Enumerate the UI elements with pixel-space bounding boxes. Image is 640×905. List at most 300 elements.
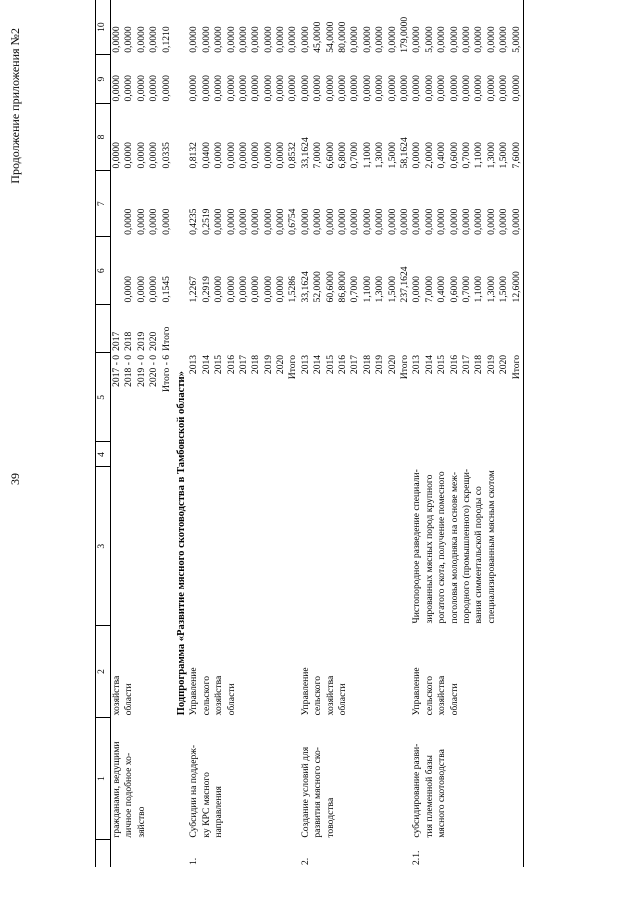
table-row [300,0,412,867]
indicator-description-line: рогатого скота, получение помесного [436,471,448,624]
executor-line: хозяйства [436,675,448,716]
funding-value-line: 0,0000 [374,75,386,102]
funding-value [111,103,173,170]
funding-value-line: 0,0000 [473,75,485,102]
funding-value-line: 0,0000 [262,208,274,235]
year-line: 2013 [188,354,200,375]
funding-value-line: 12,6000 [510,271,522,303]
indicator-description [300,467,412,625]
executor-line: области [448,683,460,716]
funding-value-line: 0,7000 [460,276,472,303]
row-number: 1. [188,857,200,865]
funding-value-line: 0,0400 [200,142,212,169]
empty-cell [111,467,173,625]
measure-name-line: направления [213,786,225,838]
year-line: 2018 [123,331,135,351]
funding-value-line: 0,0000 [361,208,373,235]
executor-line: Управление [411,667,423,716]
funding-value-line: 0,0000 [123,142,135,169]
indicator-value-line: 2020 - 0 [148,354,160,387]
funding-value-line: 0,0000 [299,208,311,235]
year-line: 2014 [312,354,324,375]
empty-line [111,172,123,234]
measure-name-line: Создание условий для [299,746,311,838]
column-number: 7 [96,170,111,236]
funding-value-line: 179,0000 [399,16,410,53]
year-line: 2020 [386,354,398,375]
executor [188,625,300,717]
funding-value [188,55,300,104]
funding-value-line: 237,1624 [399,266,410,303]
measure-name [300,717,412,839]
funding-value-line: 7,0000 [312,142,324,169]
page-number: 39 [8,473,22,485]
indicator-value-line: Итого - 6 [160,354,172,392]
funding-value-line: 0,0000 [225,208,237,235]
funding-value-line: 1,1000 [473,276,485,303]
year [111,304,173,352]
funding-value-line: 0,0000 [460,26,472,53]
funding-value-line: 1,3000 [374,276,386,303]
program-table [95,0,524,867]
funding-value-line: 0,0000 [250,26,262,53]
table-row [411,0,523,867]
funding-value-line: 0,0000 [436,208,448,235]
year-line: 2017 [111,331,122,351]
funding-value-line: 0,0000 [213,75,225,102]
funding-value-line: 0,0000 [148,26,160,53]
year-line: 2016 [448,354,460,375]
funding-value-line: 0,0000 [225,276,237,303]
funding-value-line: 1,3000 [485,142,497,169]
funding-value-line: 0,0000 [299,26,311,53]
funding-value-line: 45,0000 [312,21,324,53]
funding-value-line: 58,1624 [399,137,410,169]
year-line: Итого [160,326,172,351]
funding-value-line: 0,0000 [275,75,287,102]
funding-value-line: 33,1624 [299,137,311,169]
funding-value-line: 0,0000 [200,75,212,102]
funding-value-line: 7,6000 [510,142,522,169]
funding-value-line: 0,0000 [123,208,135,235]
column-number: 2 [96,625,111,717]
funding-value-line: 0,7000 [460,142,472,169]
funding-value-line: 0,6000 [448,276,460,303]
executor [411,625,523,717]
funding-value-line: 2,0000 [423,142,435,169]
indicator-description-line: поголовья молодняка на основе меж- [448,471,460,624]
funding-value-line: 0,0000 [148,75,160,102]
year-line: 2017 [460,354,472,375]
empty-cell [300,304,412,352]
executor-line: области [123,683,135,716]
executor-line: сельского [423,675,435,716]
executor-line: хозяйства [111,675,122,716]
year-line: 2018 [250,354,262,375]
indicator-description [188,467,300,625]
row-number: 2.1. [411,840,523,867]
funding-value-line: 0,0000 [386,26,398,53]
funding-value-line: 1,3000 [374,142,386,169]
funding-value-line: 1,1000 [361,142,373,169]
funding-value-line: 0,0000 [399,208,410,235]
subprogram-title: Подпрограмма «Развитие мясного скотоводства в Тамбовской области» [175,371,187,716]
measure-name-line: гражданами, ведущими [111,741,122,838]
row-number: 2. [299,857,311,865]
funding-value-line: 0,0000 [275,26,287,53]
empty-cell [411,442,523,467]
funding-value-line: 0,0000 [213,26,225,53]
empty-cell [188,442,300,467]
column-number: 6 [96,237,111,305]
funding-value-line: 0,0000 [312,75,324,102]
funding-value-line: 0,6754 [287,208,299,235]
funding-value-line: 5,0000 [510,26,522,53]
column-number: 8 [96,103,111,170]
year-line: 2013 [299,354,311,375]
funding-value-line: 0,0000 [262,75,274,102]
year-line: 2014 [200,354,212,375]
funding-value-line: 0,7000 [349,276,361,303]
funding-value-line: 0,0000 [111,26,122,53]
funding-value-line: 0,0000 [188,26,200,53]
year-line: 2017 [349,354,361,375]
funding-value [411,103,523,170]
funding-value-line: 1,5286 [287,276,299,303]
year-line: 2015 [213,354,225,375]
funding-value [188,103,300,170]
empty-line [111,239,123,303]
funding-value-line: 0,0000 [135,276,147,303]
funding-value-line: 0,0000 [485,208,497,235]
funding-value-line: 0,6000 [448,142,460,169]
funding-value-line: 0,0000 [250,142,262,169]
funding-value-line: 0,8532 [287,142,299,169]
funding-value-line: 0,0000 [324,208,336,235]
funding-value-line: 0,0000 [299,75,311,102]
year-line: 2019 [135,331,147,351]
funding-value-line: 0,0000 [510,208,522,235]
funding-value-line: 0,0000 [386,208,398,235]
year-line: 2013 [411,354,423,375]
funding-value-line: 0,0000 [386,75,398,102]
funding-value-line: 0,0000 [148,142,160,169]
executor-line: области [337,683,349,716]
funding-value-line: 0,0000 [460,75,472,102]
measure-name-line: личное подобное хо- [123,752,135,838]
funding-value-line: 0,0000 [460,208,472,235]
table-row [111,0,173,867]
executor-line: области [225,683,237,716]
funding-value [188,237,300,305]
funding-value-line: 0,0000 [160,75,172,102]
table-row [188,0,300,867]
funding-value [300,237,412,305]
funding-value-line: 0,0000 [237,276,249,303]
funding-value-line: 80,0000 [337,21,349,53]
funding-value-line: 0,0000 [510,75,522,102]
funding-value [411,237,523,305]
funding-value-line: 1,5000 [386,276,398,303]
year [300,353,412,442]
funding-value-line: 0,0000 [200,26,212,53]
funding-value-line: 60,6000 [324,271,336,303]
funding-value-line: 0,1210 [160,26,172,53]
indicator-description-line: зированных мясных пород крупного [423,474,435,624]
funding-value-line: 1,5000 [498,276,510,303]
subprogram-row [173,0,188,867]
funding-value-line: 0,4235 [188,208,200,235]
year [188,353,300,442]
measure-name [188,717,300,839]
executor-line: хозяйства [324,675,336,716]
funding-value-line: 0,0000 [262,142,274,169]
measure-name-line: Субсидии на поддерж- [188,744,200,838]
funding-value [111,0,173,55]
funding-value-line: 1,1000 [361,276,373,303]
funding-value-line: 0,0000 [473,26,485,53]
funding-value-line: 6,6000 [324,142,336,169]
funding-value-line: 0,0000 [262,276,274,303]
indicator-value [111,353,173,442]
year-line: 2019 [485,354,497,375]
funding-value-line: 0,0000 [135,208,147,235]
year-line: 2020 [148,331,160,351]
funding-value-line: 0,0000 [135,75,147,102]
funding-value-line: 0,7000 [349,142,361,169]
measure-name [111,717,173,839]
year-line: Итого [510,354,522,380]
funding-value [300,55,412,104]
funding-value-line: 0,0000 [411,276,423,303]
funding-value-line: 0,0000 [411,208,423,235]
column-number [96,840,111,867]
column-number: 9 [96,55,111,104]
funding-value-line: 0,0000 [123,75,135,102]
funding-value-line: 0,0000 [411,75,423,102]
empty-cell [111,840,173,867]
year-line: 2016 [225,354,237,375]
funding-value-line: 0,0335 [160,142,172,169]
funding-value-line: 0,0000 [237,26,249,53]
funding-value-line: 0,0000 [123,276,135,303]
funding-value-line: 0,0000 [262,26,274,53]
funding-value-line: 0,0000 [374,208,386,235]
funding-value-line: 1,5000 [386,142,398,169]
funding-value-line: 0,2519 [200,208,212,235]
year-line: Итого [287,354,299,380]
funding-value-line: 0,0000 [275,142,287,169]
funding-value-line: 0,0000 [237,208,249,235]
year-line: 2015 [436,354,448,375]
executor-line: Управление [299,667,311,716]
executor [111,625,173,717]
empty-cell [300,442,412,467]
funding-value-line: 0,0000 [399,75,410,102]
funding-value-line: 33,1624 [299,271,311,303]
funding-value-line: 0,8132 [188,142,200,169]
funding-value-line: 0,0000 [337,75,349,102]
funding-value-line: 0,0000 [423,75,435,102]
funding-value-line: 0,0000 [213,276,225,303]
indicator-description-line: породного (промышленного) скрещи- [460,468,472,624]
year-line: Итого [399,354,410,380]
column-number [96,304,111,352]
funding-value-line: 0,0000 [473,208,485,235]
column-number: 3 [96,467,111,625]
year-line: 2019 [374,354,386,375]
funding-value-line: 0,0000 [411,26,423,53]
executor-line: Управление [188,667,200,716]
funding-value-line: 0,0000 [349,75,361,102]
funding-value [111,170,173,236]
funding-value-line: 0,0000 [111,75,122,102]
empty-cell [173,840,188,867]
funding-value-line: 0,0000 [213,208,225,235]
funding-value-line: 0,0000 [135,26,147,53]
year-line: 2017 [237,354,249,375]
year-line: 2014 [423,354,435,375]
funding-value-line: 0,0000 [436,26,448,53]
measure-name-line: субсидирование разви- [411,743,423,838]
funding-value-line: 0,0000 [337,208,349,235]
funding-value-line: 1,3000 [485,276,497,303]
continuation-header: Продолжение приложения №2 [8,28,22,184]
funding-value-line: 0,0000 [349,26,361,53]
year-line: 2016 [337,354,349,375]
indicator-value-line: 2018 - 0 [123,354,135,387]
year [411,353,523,442]
year-line: 2020 [498,354,510,375]
funding-value [111,55,173,104]
indicator-value-line: 2017 - 0 [111,354,122,387]
funding-value-line: 5,0000 [423,26,435,53]
funding-value-line: 0,0000 [374,26,386,53]
funding-value-line: 0,0000 [250,208,262,235]
executor [300,625,412,717]
indicator-description [411,467,523,625]
funding-value-line: 0,0000 [312,208,324,235]
funding-value-line: 0,0000 [148,208,160,235]
empty-cell [188,304,300,352]
funding-value-line: 0,0000 [287,75,299,102]
column-number: 10 [96,0,111,55]
column-number: 5 [96,353,111,442]
funding-value-line: 0,0000 [213,142,225,169]
funding-value-line: 0,0000 [160,208,172,235]
funding-value-line: 0,0000 [111,142,122,169]
executor-line: сельского [312,675,324,716]
funding-value-line: 0,4000 [436,142,448,169]
funding-value-line: 0,0000 [324,75,336,102]
funding-value-line: 0,0000 [485,75,497,102]
measure-name-line: тия племенной базы [423,755,435,838]
funding-value-line: 0,0000 [188,75,200,102]
measure-name-line: зяйство [135,806,147,838]
column-number: 4 [96,442,111,467]
funding-value-line: 0,0000 [225,75,237,102]
funding-value-line: 0,0000 [237,142,249,169]
funding-value [300,170,412,236]
funding-value-line: 52,0000 [312,271,324,303]
funding-value [300,0,412,55]
funding-value-line: 0,0000 [361,26,373,53]
funding-value-line: 1,1000 [473,142,485,169]
funding-value-line: 0,4000 [436,276,448,303]
funding-value [188,170,300,236]
funding-value-line: 0,2919 [200,276,212,303]
year-line: 2018 [361,354,373,375]
indicator-value-line: 2019 - 0 [135,354,147,387]
funding-value-line: 0,0000 [498,208,510,235]
funding-value-line: 0,0000 [349,208,361,235]
executor-line: сельского [200,675,212,716]
funding-value-line: 54,0000 [324,21,336,53]
funding-value-line: 0,0000 [448,75,460,102]
indicator-description-line: специализированным мясным скотом [485,470,497,624]
indicator-description-line: Чистопородное разведение специали- [411,469,423,624]
funding-value-line: 0,0000 [498,26,510,53]
funding-value-line: 0,0000 [237,75,249,102]
column-number: 1 [96,717,111,839]
funding-value-line: 0,0000 [135,142,147,169]
funding-value-line: 0,0000 [275,208,287,235]
funding-value-line: 0,0000 [225,142,237,169]
funding-value-line: 86,8000 [337,271,349,303]
empty-cell [111,442,173,467]
funding-value-line: 1,5000 [498,142,510,169]
funding-value [300,103,412,170]
measure-name-line: товодства [324,797,336,838]
funding-value-line: 0,0000 [275,276,287,303]
funding-value-line: 1,2267 [188,276,200,303]
year-line: 2015 [324,354,336,375]
funding-value-line: 7,0000 [423,276,435,303]
funding-value-line: 0,0000 [436,75,448,102]
funding-value-line: 0,0000 [287,26,299,53]
funding-value-line: 0,0000 [123,26,135,53]
funding-value-line: 0,0000 [250,75,262,102]
funding-value [111,237,173,305]
measure-name-line: развития мясного ско- [312,747,324,838]
column-number-row [96,0,111,867]
empty-cell [411,304,523,352]
year-line: 2018 [473,354,485,375]
funding-value-line: 0,0000 [448,26,460,53]
program-table-body [96,0,524,867]
measure-name-line: ку КРС мясного [200,772,212,838]
executor-line: хозяйства [213,675,225,716]
funding-value-line: 0,0000 [225,26,237,53]
funding-value-line: 0,0000 [250,276,262,303]
funding-value [411,55,523,104]
funding-value-line: 0,0000 [361,75,373,102]
year-line: 2020 [275,354,287,375]
year-line: 2019 [262,354,274,375]
funding-value-line: 0,0000 [423,208,435,235]
funding-value [411,0,523,55]
measure-name [411,717,523,839]
funding-value-line: 0,0000 [148,276,160,303]
funding-value [188,0,300,55]
funding-value-line: 0,0000 [485,26,497,53]
measure-name-line: мясного скотоводства [436,749,448,838]
funding-value-line: 6,8000 [337,142,349,169]
funding-value-line: 0,0000 [498,75,510,102]
funding-value [411,170,523,236]
indicator-description-line: вания симментальской породы со [473,486,485,624]
funding-value-line: 0,0000 [448,208,460,235]
